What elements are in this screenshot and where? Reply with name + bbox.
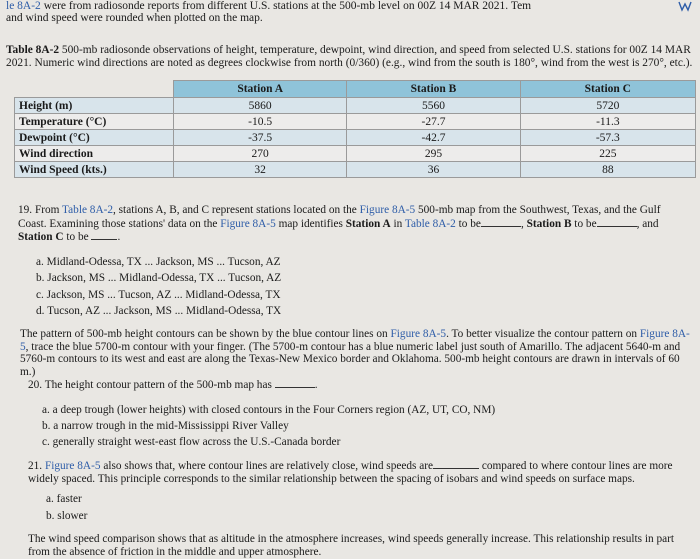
question-20: 20. The height contour pattern of the 500-mb map has . <box>28 379 318 391</box>
answer-blank[interactable] <box>433 459 479 469</box>
q19-option-b[interactable]: b. Jackson, MS ... Midland-Odessa, TX ... Tucson, AZ <box>36 272 282 284</box>
column-header-station-a: Station A <box>174 81 347 98</box>
link-figure-8a-5[interactable]: Figure 8A-5 <box>220 217 276 230</box>
q19-option-c[interactable]: c. Jackson, MS ... Tucson, AZ ... Midland-Odessa, TX <box>36 289 281 301</box>
q20-option-a[interactable]: a. a deep trough (lower heights) with closed contours in the Four Corners region (AZ, UT, CO, NM) <box>42 404 496 416</box>
row-label: Temperature (°C) <box>15 114 174 130</box>
table-cell: 270 <box>174 146 347 162</box>
table-row <box>15 130 696 146</box>
link-figure-8a-5[interactable]: Figure 8A-5 <box>390 328 447 340</box>
table-cell: -27.7 <box>347 114 520 130</box>
table-caption: Table 8A-2 500-mb radiosonde observations of height, temperature, dewpoint, wind direction, and speed from selected U.S. stations for 00Z 14 MAR 2021. Numeric wind directions are noted as degrees clockwise from north (0/360) (e.g., wind from the south is 180°, wind from the west is 270°, etc.). <box>6 44 693 69</box>
radiosonde-table <box>14 80 696 178</box>
link-table-8a-2[interactable]: Table 8A-2 <box>62 204 114 216</box>
table-row <box>15 114 696 130</box>
table-cell: 295 <box>347 146 520 162</box>
row-label: Dewpoint (°C) <box>15 130 174 146</box>
q21-option-a[interactable]: a. faster <box>46 493 82 505</box>
corner-logo-icon <box>678 0 692 16</box>
column-header-station-c: Station C <box>520 81 695 98</box>
table-cell: 5720 <box>520 98 695 114</box>
table-cell: -10.5 <box>174 114 347 130</box>
row-label: Wind Speed (kts.) <box>15 162 174 178</box>
altitude-wind-paragraph: The wind speed comparison shows that as altitude in the atmosphere increases, wind speeds generally increase. This relationship results in part from the absence of friction in the middle and upper atmosphere. <box>28 533 675 558</box>
question-19: 19. From Table 8A-2, stations A, B, and C represent stations located on the Figure 8A-5 500-mb map from the Southwest, Texas, and the Gulf Coast. Examining those stations' data on the Figure 8A-5 map identifies Station A in Table 8A-2 to be , Station B to be , and Station C to be . <box>18 204 661 243</box>
q20-option-c[interactable]: c. generally straight west-east flow across the U.S.-Canada border <box>42 436 341 448</box>
table-cell: 32 <box>174 162 347 178</box>
table-cell: 5560 <box>347 98 520 114</box>
table-row <box>15 146 696 162</box>
table-header-row <box>15 81 696 98</box>
answer-blank[interactable] <box>275 378 315 388</box>
row-label: Height (m) <box>15 98 174 114</box>
link-table-8a-2[interactable]: Table 8A-2 <box>404 217 456 230</box>
table-cell: 36 <box>347 162 520 178</box>
table-cell: -57.3 <box>520 130 695 146</box>
header-line-1: le 8A-2 were from radiosonde reports from different U.S. stations at the 500-mb level on 00Z 14 MAR 2021. Tem <box>6 0 532 12</box>
table-cell: -37.5 <box>174 130 347 146</box>
q19-option-a[interactable]: a. Midland-Odessa, TX ... Jackson, MS ... Tucson, AZ <box>36 256 281 268</box>
question-21: 21. Figure 8A-5 also shows that, where contour lines are relatively close, wind speeds are compared to where contour lines are more widely spaced. This principle corresponds to the similar relationship between the spacing of isobars and wind speeds on surface maps. <box>28 460 673 485</box>
table-cell: -11.3 <box>520 114 695 130</box>
contour-paragraph: The pattern of 500-mb height contours can be shown by the blue contour lines on Figure 8A-5. To better visualize the contour pattern on Figure 8A-5, trace the blue 5700-m contour with your finger. (The 5700-m contour has a blue numeric label just south of Amarillo. The adjacent 5640-m and 5760-m contours to its west and east are along the Texas-New Mexico border and Oklahoma. 500-mb height contours are drawn in intervals of 60 m.) <box>20 328 690 378</box>
table-row <box>15 162 696 178</box>
table-cell: 88 <box>520 162 695 178</box>
q20-option-b[interactable]: b. a narrow trough in the mid-Mississippi River Valley <box>42 420 289 432</box>
link-figure-8a-5[interactable]: Figure 8A-5 <box>359 204 416 216</box>
table-cell: -42.7 <box>347 130 520 146</box>
answer-blank[interactable] <box>481 217 521 227</box>
q19-option-d[interactable]: d. Tucson, AZ ... Jackson, MS ... Midland-Odessa, TX <box>36 305 282 317</box>
header-table-ref[interactable]: le 8A-2 <box>6 0 41 12</box>
table-cell: 5860 <box>174 98 347 114</box>
q21-option-b[interactable]: b. slower <box>46 510 88 522</box>
column-header-station-b: Station B <box>347 81 520 98</box>
answer-blank[interactable] <box>597 217 637 227</box>
link-figure-8a-5[interactable]: Figure 8A-5 <box>44 460 101 472</box>
row-label: Wind direction <box>15 146 174 162</box>
table-corner-cell <box>15 81 174 98</box>
table-cell: 225 <box>520 146 695 162</box>
table-row <box>15 98 696 114</box>
link-figure-8a-5[interactable]: Figure 8A-5 <box>20 328 690 353</box>
answer-blank[interactable] <box>91 230 117 240</box>
header-line-2: and wind speed were rounded when plotted on the map. <box>6 12 263 24</box>
